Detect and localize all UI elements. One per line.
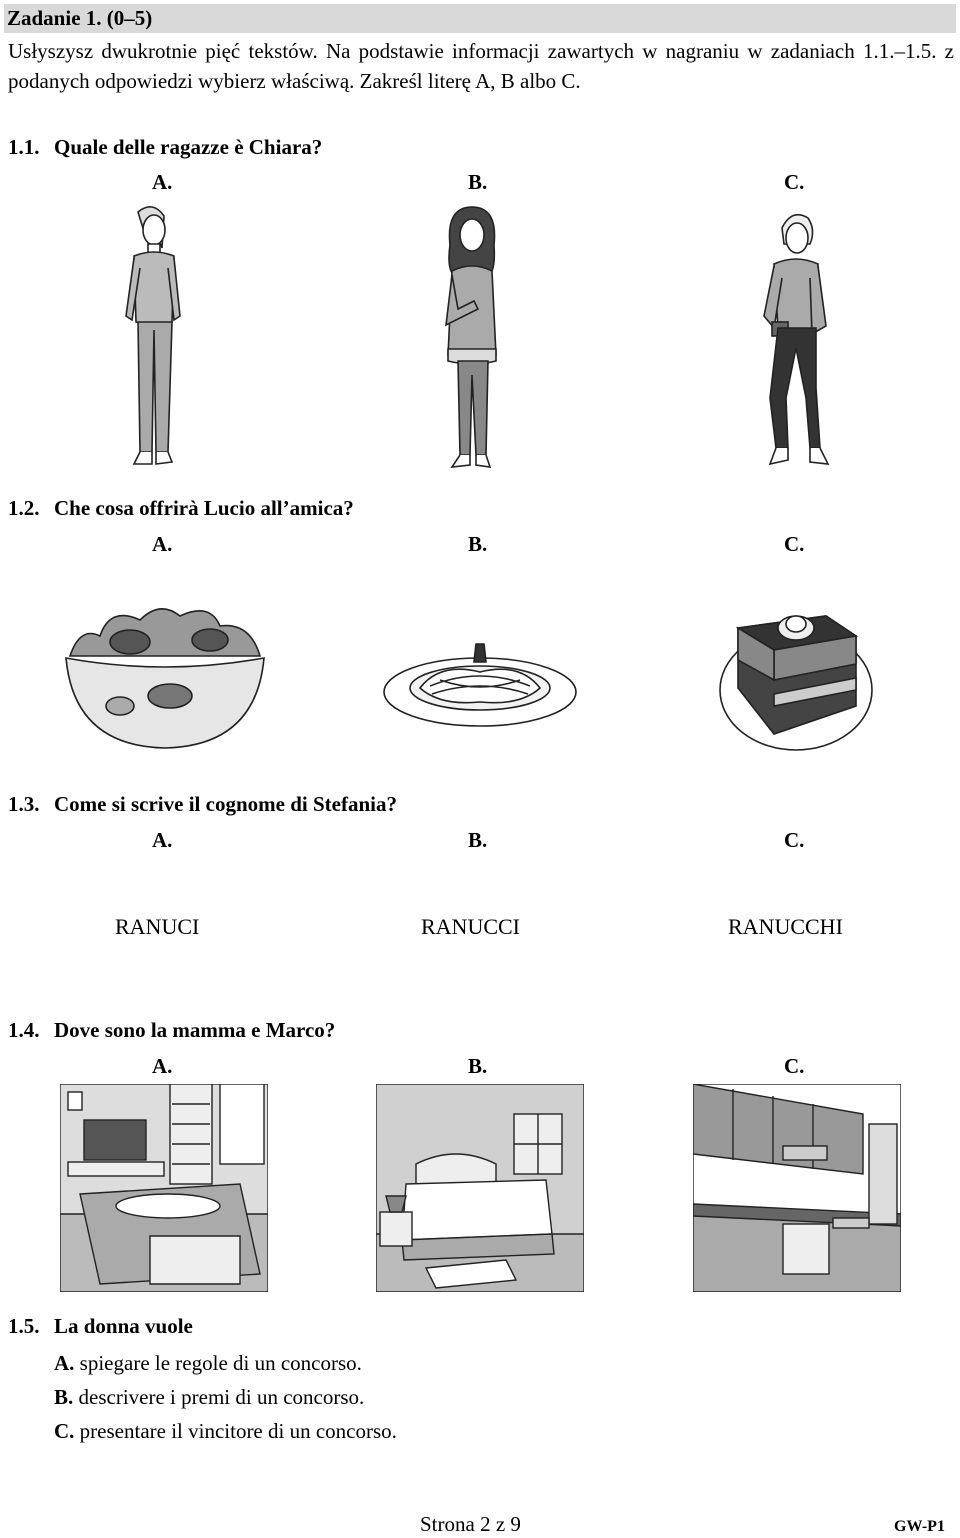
answer-letter: B. [54, 1385, 74, 1409]
option-b-label[interactable]: B. [468, 170, 488, 194]
option-a-label[interactable]: A. [152, 170, 173, 194]
task-instructions: Usłyszysz dwukrotnie pięć tekstów. Na podstawie informacji zawartych w nagraniu w zadaniach 1.1.–1.5. z podanych odpowiedzi wybierz właściwą. Zakreśl literę A, B albo C. [8, 39, 954, 93]
answer-c[interactable] [54, 1414, 397, 1448]
page-number: Strona 2 z 9 [420, 1512, 521, 1536]
option-c-label[interactable]: C. [784, 532, 805, 556]
option-a-label[interactable]: A. [152, 532, 173, 556]
option-b-label[interactable]: B. [468, 828, 488, 852]
answer-text: spiegare le regole di un concorso. [79, 1351, 362, 1375]
kitchen-icon[interactable] [693, 1084, 901, 1292]
task-header: Zadanie 1. (0–5) [4, 4, 956, 33]
question-text: La donna vuole [54, 1314, 193, 1338]
question-text: Che cosa offrirà Lucio all’amica? [54, 496, 354, 520]
option-b-label[interactable]: B. [468, 532, 488, 556]
cake-icon[interactable] [716, 598, 874, 754]
girl-a-icon[interactable] [118, 204, 188, 470]
option-c-label[interactable]: C. [784, 1054, 805, 1078]
option-c-label[interactable]: C. [784, 828, 805, 852]
option-a-word[interactable]: RANUCI [115, 914, 200, 939]
question-number: 1.5. [8, 1314, 40, 1338]
exam-code: GW-P1 [894, 1518, 945, 1535]
salad-icon[interactable] [60, 596, 270, 750]
question-1-1 [8, 135, 322, 160]
answer-a[interactable] [54, 1346, 362, 1380]
option-a-label[interactable]: A. [152, 828, 173, 852]
question-1-4 [8, 1018, 335, 1043]
option-c-word[interactable]: RANUCCHI [728, 914, 843, 939]
question-number: 1.4. [8, 1018, 40, 1042]
girl-c-icon[interactable] [760, 208, 830, 470]
question-1-3 [8, 792, 397, 817]
girl-b-icon[interactable] [438, 205, 506, 470]
answer-b[interactable] [54, 1380, 364, 1414]
answer-letter: A. [54, 1351, 75, 1375]
option-a-label[interactable]: A. [152, 1054, 173, 1078]
option-b-label[interactable]: B. [468, 1054, 488, 1078]
answer-text: presentare il vincitore di un concorso. [79, 1419, 397, 1443]
question-number: 1.2. [8, 496, 40, 520]
option-c-label[interactable]: C. [784, 170, 805, 194]
question-1-2 [8, 496, 354, 521]
living-room-icon[interactable] [60, 1084, 268, 1292]
bedroom-icon[interactable] [376, 1084, 584, 1292]
question-text: Dove sono la mamma e Marco? [54, 1018, 336, 1042]
option-b-word[interactable]: RANUCCI [421, 914, 521, 939]
question-number: 1.3. [8, 792, 40, 816]
answer-letter: C. [54, 1419, 75, 1443]
question-number: 1.1. [8, 135, 40, 159]
question-text: Quale delle ragazze è Chiara? [54, 135, 323, 159]
question-1-5 [8, 1314, 193, 1339]
question-text: Come si scrive il cognome di Stefania? [54, 792, 397, 816]
answer-text: descrivere i premi di un concorso. [78, 1385, 365, 1409]
spaghetti-icon[interactable] [380, 632, 580, 730]
